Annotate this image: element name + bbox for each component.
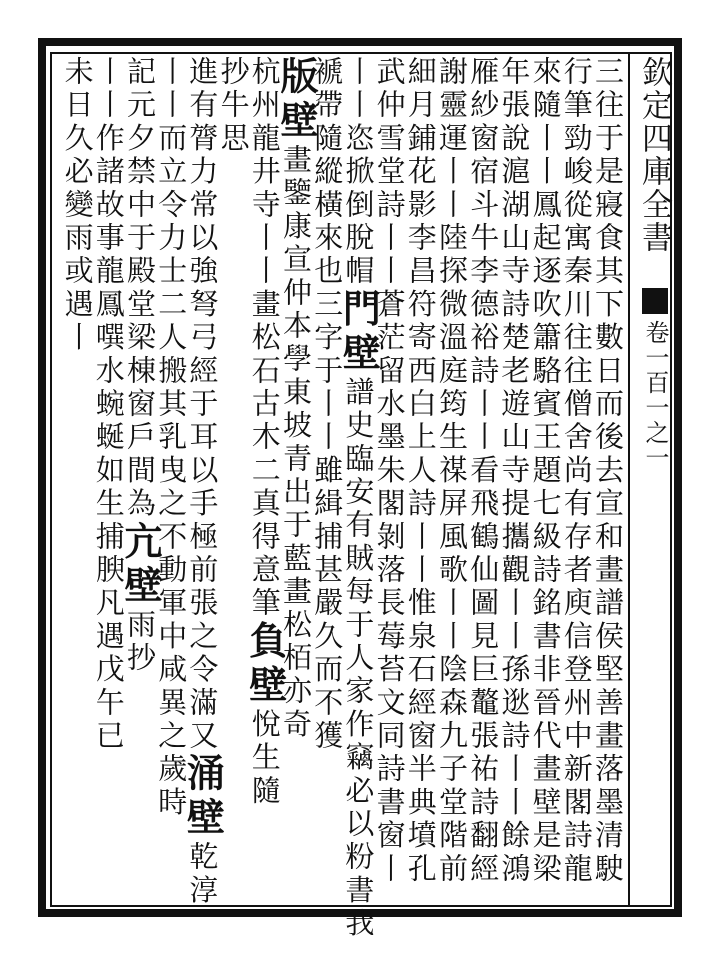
text-column xyxy=(336,56,382,941)
column-text: 雨抄 xyxy=(123,608,157,676)
text-column xyxy=(590,56,625,886)
text-column xyxy=(118,56,163,676)
text-column xyxy=(242,56,288,809)
column-text: 武仲雪堂詩丨丨蒼茫留水墨朱閣剝落長莓苔文同詩書窗丨 xyxy=(372,56,407,886)
column-text: 抄牛思 xyxy=(216,56,251,156)
banxin-title: 欽定四庫全書 xyxy=(636,56,672,254)
column-text: 譜史臨安有賊每于人家作竊必以粉書我 xyxy=(341,376,376,941)
text-column xyxy=(180,56,226,908)
banxin-volume: 卷一百一之一 xyxy=(641,320,669,470)
banxin-divider xyxy=(628,52,630,907)
text-column xyxy=(60,56,95,355)
column-text: 褫帶隨縱橫 xyxy=(310,56,345,222)
column-text: 丨丨而立令力士二人搬其乳曳之不動軍中咸異之 xyxy=(154,56,189,754)
column-text: 細月鋪花影李昌符寄西白上人詩丨丨惟泉石經窗半典墳孔 xyxy=(403,56,438,886)
column-text: 歲時 xyxy=(154,753,189,820)
text-column xyxy=(309,56,344,753)
text-column xyxy=(528,56,563,886)
column-text: 雁紗窗宿斗牛李德裕詩丨丨看飛鶴仙圖見巨鼇張祐詩翻經 xyxy=(466,56,501,886)
column-text: 悅生隨 xyxy=(247,708,282,809)
column-text: 行筆勁峻從寓秦川往往僧舍尚有存者庾信登州中新閣詩龍 xyxy=(559,56,594,886)
text-column xyxy=(403,56,438,886)
text-column xyxy=(559,56,594,886)
fishtail-mark xyxy=(642,288,668,314)
text-column xyxy=(91,56,126,753)
column-text: 謝靈運丨丨陸探微溫庭筠生禖屏風歌丨丨陰森九子堂階前 xyxy=(435,56,469,886)
entry-heading: 版壁 xyxy=(274,56,319,144)
text-column xyxy=(496,56,531,886)
entry-heading: 涌壁 xyxy=(180,753,226,842)
column-text: 三往于是寢食其下數日而後去宣和畫譜侯堅善畫落墨清駛 xyxy=(591,56,625,886)
text-column xyxy=(216,56,251,156)
column-text: 年張說滬湖山寺詩楚老遊山寺提攜觀丨丨孫逖詩丨丨餘鴻 xyxy=(497,56,532,886)
column-text: 杭州龍井寺丨丨畫松石古木二真得意筆 xyxy=(247,56,282,621)
text-column xyxy=(465,56,500,886)
entry-heading: 亢壁 xyxy=(118,520,163,609)
column-text: 進有膂力常以強弩弓經于耳以手極前張之令滿又 xyxy=(185,56,220,754)
column-text: 未日久必變雨或遇丨 xyxy=(60,56,95,355)
column-text: 記元夕禁中于殿堂梁棟窗戶間為 xyxy=(123,56,157,521)
entry-heading: 負壁 xyxy=(242,620,288,709)
column-text: 捕腴凡遇戊午已 xyxy=(91,520,126,754)
entry-heading: 門壁 xyxy=(336,288,382,377)
column-text: 畫鑒康宣仲本學東坡青出于藍畫松栢亦奇 xyxy=(279,144,313,742)
text-column xyxy=(372,56,407,886)
text-column xyxy=(153,56,188,820)
column-text: 丨丨恣掀倒脫帽 xyxy=(341,56,376,289)
column-text: 來隨丨丨鳳起逐吹簫駱賓王題七級詩銘書非晉代畫壁是梁 xyxy=(528,56,563,886)
text-column xyxy=(434,56,469,886)
column-text: 丨丨作諸故事龍鳳噀水蜿蜒如生 xyxy=(91,56,126,521)
column-text: 來也三字于丨丨雖緝捕甚嚴久而不獲 xyxy=(310,222,345,754)
column-text: 乾淳 xyxy=(185,841,220,908)
